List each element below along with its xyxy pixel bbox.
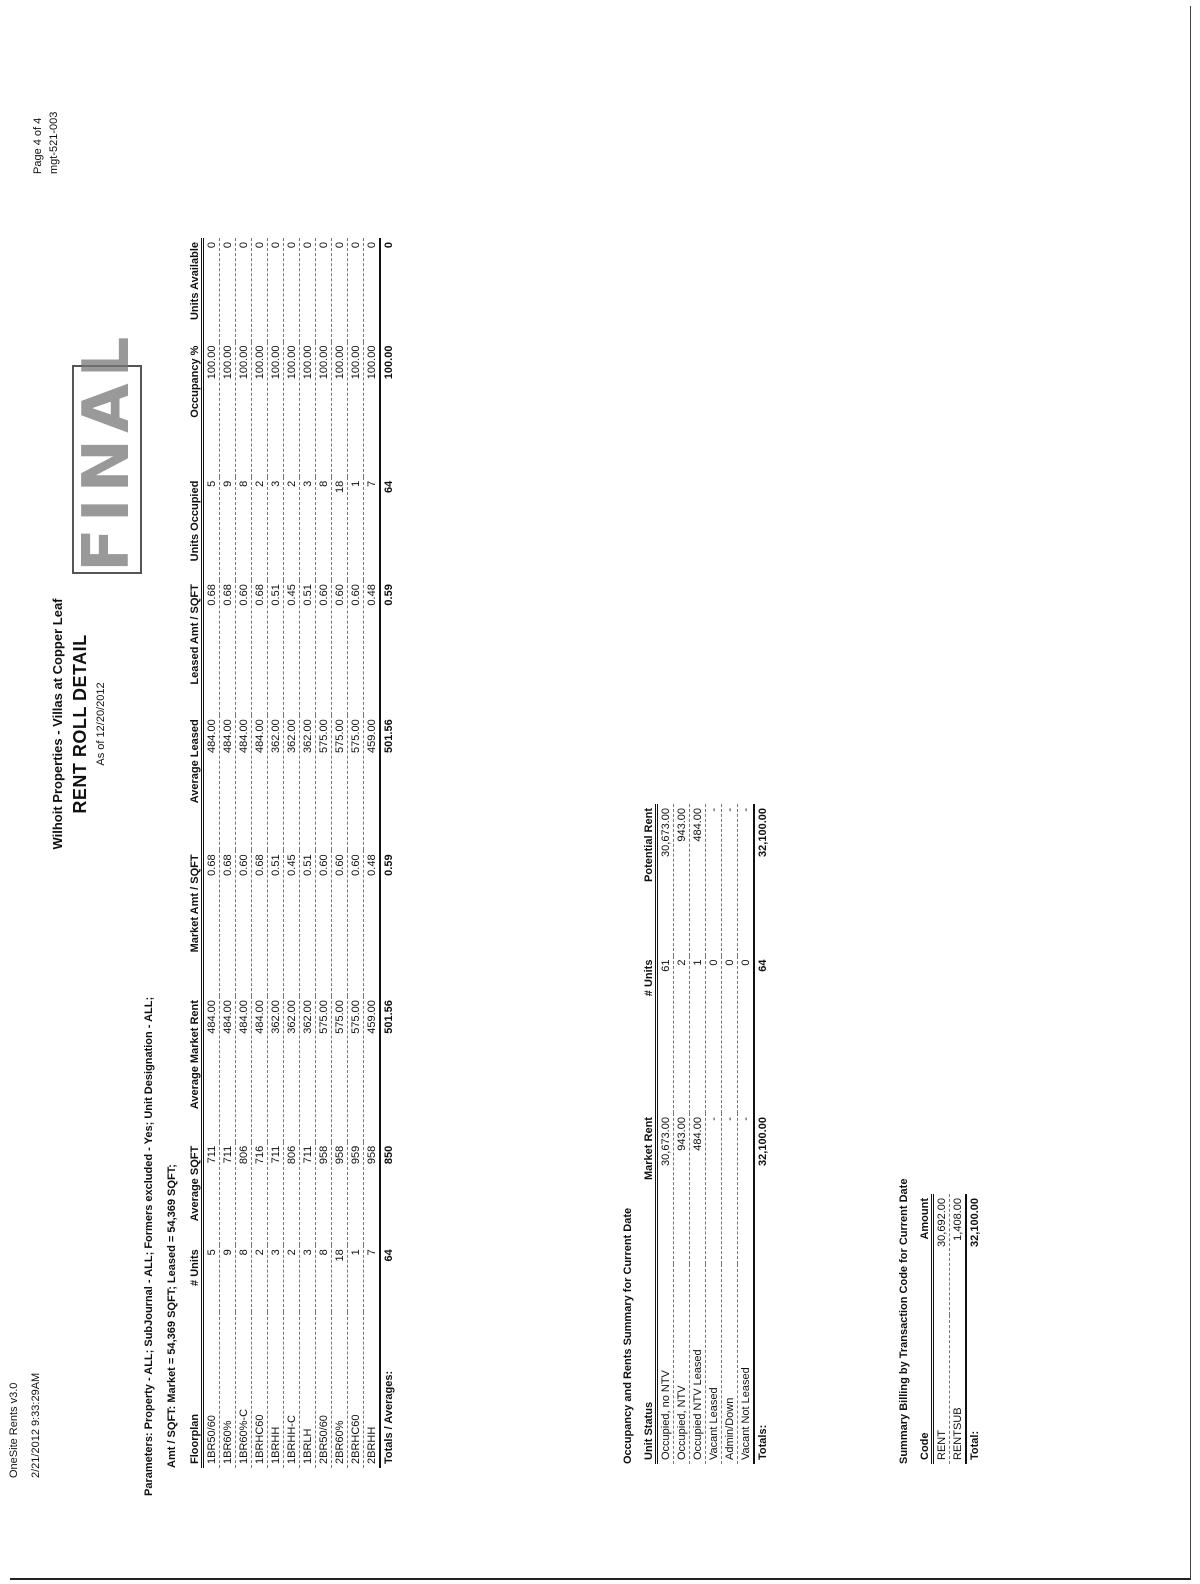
floorplan-row — [252, 238, 268, 1468]
printed-timestamp: 2/21/2012 9:33:29AM — [30, 1372, 42, 1478]
billing-total-row — [966, 1194, 982, 1464]
occupancy-row — [657, 804, 674, 1464]
units-available-cell: 0 — [252, 238, 268, 342]
property-title: Wilhoit Properties - Villas at Copper Leaf — [50, 598, 65, 850]
occ-totals-label: Totals: — [754, 1264, 770, 1464]
avg-leased-cell: 575.00 — [332, 715, 348, 850]
units-available-cell: 0 — [236, 238, 252, 342]
avg-market-rent-cell: 362.00 — [284, 996, 300, 1142]
avg-sqft-cell: 711 — [203, 1142, 220, 1245]
avg-leased-cell: 362.00 — [284, 715, 300, 850]
floorplan-cell: 1BRHH — [268, 1312, 284, 1468]
unit-status-cell: Admin/Down — [722, 1264, 738, 1464]
totals-avg-leased: 501.56 — [380, 715, 396, 850]
bill-col-code: Code — [916, 1315, 933, 1464]
market-rent-cell: - — [738, 1113, 755, 1264]
avg-market-rent-cell: 484.00 — [236, 996, 252, 1142]
leased-amt-sqft-cell: 0.60 — [316, 580, 332, 715]
totals-label: Totals / Averages: — [380, 1312, 396, 1468]
units-cell: 0 — [722, 956, 738, 1113]
units-cell: 1 — [348, 1245, 364, 1312]
units-occupied-cell: 18 — [332, 477, 348, 580]
units-available-cell: 0 — [203, 238, 220, 342]
units-available-cell: 0 — [348, 238, 364, 342]
totals-avg-market-rent: 501.56 — [380, 996, 396, 1142]
floorplan-row — [316, 238, 332, 1468]
occupancy-pct-cell: 100.00 — [220, 342, 236, 477]
floorplan-row — [300, 238, 316, 1468]
units-cell: 1 — [690, 956, 706, 1113]
market-amt-sqft-cell: 0.68 — [203, 850, 220, 996]
avg-leased-cell: 575.00 — [348, 715, 364, 850]
occupancy-pct-cell: 100.00 — [316, 342, 332, 477]
potential-rent-cell: 943.00 — [674, 804, 690, 956]
col-leased-amt-sqft: Leased Amt / SQFT — [186, 580, 203, 715]
avg-leased-cell: 484.00 — [252, 715, 268, 850]
unit-status-cell: Occupied NTV Leased — [690, 1264, 706, 1464]
billing-header-row — [916, 1194, 933, 1464]
leased-amt-sqft-cell: 0.60 — [236, 580, 252, 715]
avg-leased-cell: 484.00 — [236, 715, 252, 850]
market-rent-cell: 484.00 — [690, 1113, 706, 1264]
col-market-amt-sqft: Market Amt / SQFT — [186, 850, 203, 996]
floorplan-row — [348, 238, 364, 1468]
occupancy-pct-cell: 100.00 — [252, 342, 268, 477]
units-cell: 7 — [364, 1245, 381, 1312]
amount-cell: 1,408.00 — [950, 1194, 967, 1315]
leased-amt-sqft-cell: 0.48 — [364, 580, 381, 715]
floorplan-row — [203, 238, 220, 1468]
col-units-available: Units Available — [186, 238, 203, 342]
occupancy-pct-cell: 100.00 — [236, 342, 252, 477]
bill-total-label: Total: — [966, 1315, 982, 1464]
totals-units: 64 — [380, 1245, 396, 1312]
sqft-summary: Amt / SQFT: Market = 54,369 SQFT; Leased = 54,369 SQFT; — [166, 1164, 178, 1468]
totals-units-occupied: 64 — [380, 477, 396, 580]
avg-market-rent-cell: 484.00 — [220, 996, 236, 1142]
units-cell: 0 — [706, 956, 722, 1113]
avg-market-rent-cell: 362.00 — [268, 996, 284, 1142]
units-occupied-cell: 8 — [236, 477, 252, 580]
leased-amt-sqft-cell: 0.51 — [300, 580, 316, 715]
occupancy-row — [674, 804, 690, 1464]
col-avg-leased: Average Leased — [186, 715, 203, 850]
units-cell: 9 — [220, 1245, 236, 1312]
floorplan-row — [284, 238, 300, 1468]
market-rent-cell: 30,673.00 — [657, 1113, 674, 1264]
units-cell: 3 — [268, 1245, 284, 1312]
billing-row — [950, 1194, 967, 1464]
floorplan-table — [186, 238, 396, 1468]
avg-leased-cell: 575.00 — [316, 715, 332, 850]
units-cell: 2 — [252, 1245, 268, 1312]
code-cell: RENTSUB — [950, 1315, 967, 1464]
potential-rent-cell: - — [706, 804, 722, 956]
avg-leased-cell: 484.00 — [220, 715, 236, 850]
units-cell: 8 — [316, 1245, 332, 1312]
units-available-cell: 0 — [220, 238, 236, 342]
report-parameters: Parameters: Property - ALL; SubJournal - ALL; Formers excluded - Yes; Unit Designation - ALL; — [143, 996, 155, 1496]
occupancy-pct-cell: 100.00 — [348, 342, 364, 477]
avg-leased-cell: 459.00 — [364, 715, 381, 850]
units-cell: 2 — [674, 956, 690, 1113]
avg-sqft-cell: 958 — [316, 1142, 332, 1245]
market-amt-sqft-cell: 0.60 — [332, 850, 348, 996]
document-code: mgt-521-003 — [48, 111, 60, 174]
leased-amt-sqft-cell: 0.68 — [203, 580, 220, 715]
occupancy-pct-cell: 100.00 — [203, 342, 220, 477]
floorplan-totals-row — [380, 238, 396, 1468]
units-cell: 5 — [203, 1245, 220, 1312]
occ-col-potential-rent: Potential Rent — [640, 804, 657, 956]
market-amt-sqft-cell: 0.48 — [364, 850, 381, 996]
leased-amt-sqft-cell: 0.60 — [348, 580, 364, 715]
floorplan-cell: 1BR50/60 — [203, 1312, 220, 1468]
leased-amt-sqft-cell: 0.45 — [284, 580, 300, 715]
units-cell: 2 — [284, 1245, 300, 1312]
units-cell: 0 — [738, 956, 755, 1113]
leased-amt-sqft-cell: 0.60 — [332, 580, 348, 715]
avg-sqft-cell: 806 — [284, 1142, 300, 1245]
occupancy-pct-cell: 100.00 — [268, 342, 284, 477]
col-occupancy-pct: Occupancy % — [186, 342, 203, 477]
billing-section-title: Summary Billing by Transaction Code for Current Date — [898, 1178, 910, 1464]
avg-market-rent-cell: 362.00 — [300, 996, 316, 1142]
units-occupied-cell: 8 — [316, 477, 332, 580]
market-rent-cell: 943.00 — [674, 1113, 690, 1264]
occupancy-row — [690, 804, 706, 1464]
avg-sqft-cell: 958 — [364, 1142, 381, 1245]
floorplan-cell: 2BRHC60 — [348, 1312, 364, 1468]
col-avg-sqft: Average SQFT — [186, 1142, 203, 1245]
market-amt-sqft-cell: 0.51 — [268, 850, 284, 996]
col-avg-market-rent: Average Market Rent — [186, 996, 203, 1142]
units-available-cell: 0 — [284, 238, 300, 342]
avg-market-rent-cell: 484.00 — [252, 996, 268, 1142]
occ-col-status: Unit Status — [640, 1264, 657, 1464]
code-cell: RENT — [933, 1315, 950, 1464]
floorplan-row — [364, 238, 381, 1468]
col-floorplan: Floorplan — [186, 1312, 203, 1468]
floorplan-row — [220, 238, 236, 1468]
occ-totals-units: 64 — [754, 956, 770, 1113]
units-occupied-cell: 3 — [300, 477, 316, 580]
leased-amt-sqft-cell: 0.51 — [268, 580, 284, 715]
floorplan-row — [268, 238, 284, 1468]
unit-status-cell: Occupied, NTV — [674, 1264, 690, 1464]
avg-sqft-cell: 958 — [332, 1142, 348, 1245]
col-units-occupied: Units Occupied — [186, 477, 203, 580]
avg-market-rent-cell: 575.00 — [316, 996, 332, 1142]
units-available-cell: 0 — [316, 238, 332, 342]
potential-rent-cell: 484.00 — [690, 804, 706, 956]
occupancy-pct-cell: 100.00 — [300, 342, 316, 477]
as-of-date: As of 12/20/2012 — [95, 682, 107, 766]
page-number: Page 4 of 4 — [32, 117, 44, 174]
floorplan-cell: 1BRLH — [300, 1312, 316, 1468]
occupancy-totals-row — [754, 804, 770, 1464]
market-amt-sqft-cell: 0.68 — [252, 850, 268, 996]
units-available-cell: 0 — [332, 238, 348, 342]
units-occupied-cell: 7 — [364, 477, 381, 580]
software-name: OneSite Rents v3.0 — [8, 1382, 20, 1478]
floorplan-cell: 1BR60%-C — [236, 1312, 252, 1468]
totals-units-available: 0 — [380, 238, 396, 342]
units-cell: 18 — [332, 1245, 348, 1312]
occupancy-row — [738, 804, 755, 1464]
leased-amt-sqft-cell: 0.68 — [220, 580, 236, 715]
avg-market-rent-cell: 575.00 — [348, 996, 364, 1142]
avg-sqft-cell: 716 — [252, 1142, 268, 1245]
avg-sqft-cell: 806 — [236, 1142, 252, 1245]
market-rent-cell: - — [722, 1113, 738, 1264]
final-stamp: FINAL — [70, 330, 144, 572]
totals-leased-amt-sqft: 0.59 — [380, 580, 396, 715]
totals-market-amt-sqft: 0.59 — [380, 850, 396, 996]
occupancy-pct-cell: 100.00 — [332, 342, 348, 477]
units-occupied-cell: 5 — [203, 477, 220, 580]
potential-rent-cell: - — [722, 804, 738, 956]
units-cell: 3 — [300, 1245, 316, 1312]
billing-row — [933, 1194, 950, 1464]
floorplan-row — [332, 238, 348, 1468]
avg-sqft-cell: 711 — [300, 1142, 316, 1245]
market-amt-sqft-cell: 0.60 — [236, 850, 252, 996]
avg-market-rent-cell: 484.00 — [203, 996, 220, 1142]
floorplan-cell: 1BR60% — [220, 1312, 236, 1468]
occupancy-pct-cell: 100.00 — [364, 342, 381, 477]
market-amt-sqft-cell: 0.68 — [220, 850, 236, 996]
unit-status-cell: Vacant Leased — [706, 1264, 722, 1464]
units-available-cell: 0 — [364, 238, 381, 342]
avg-sqft-cell: 711 — [268, 1142, 284, 1245]
units-occupied-cell: 2 — [252, 477, 268, 580]
floorplan-cell: 2BR50/60 — [316, 1312, 332, 1468]
floorplan-cell: 2BRHH — [364, 1312, 381, 1468]
units-occupied-cell: 3 — [268, 477, 284, 580]
units-occupied-cell: 2 — [284, 477, 300, 580]
occupancy-row — [706, 804, 722, 1464]
units-occupied-cell: 1 — [348, 477, 364, 580]
occ-col-units: # Units — [640, 956, 657, 1113]
potential-rent-cell: - — [738, 804, 755, 956]
amount-cell: 30,692.00 — [933, 1194, 950, 1315]
occ-totals-potential-rent: 32,100.00 — [754, 804, 770, 956]
market-amt-sqft-cell: 0.60 — [348, 850, 364, 996]
occ-col-market-rent: Market Rent — [640, 1113, 657, 1264]
floorplan-cell: 1BRHH-C — [284, 1312, 300, 1468]
avg-market-rent-cell: 459.00 — [364, 996, 381, 1142]
market-amt-sqft-cell: 0.45 — [284, 850, 300, 996]
units-available-cell: 0 — [268, 238, 284, 342]
unit-status-cell: Vacant Not Leased — [738, 1264, 755, 1464]
avg-sqft-cell: 711 — [220, 1142, 236, 1245]
units-occupied-cell: 9 — [220, 477, 236, 580]
totals-occupancy-pct: 100.00 — [380, 342, 396, 477]
market-amt-sqft-cell: 0.51 — [300, 850, 316, 996]
occupancy-row — [722, 804, 738, 1464]
market-amt-sqft-cell: 0.60 — [316, 850, 332, 996]
avg-sqft-cell: 959 — [348, 1142, 364, 1245]
report-title: RENT ROLL DETAIL — [70, 634, 90, 814]
avg-leased-cell: 484.00 — [203, 715, 220, 850]
totals-avg-sqft: 850 — [380, 1142, 396, 1245]
floorplan-header-row — [186, 238, 203, 1468]
avg-leased-cell: 362.00 — [300, 715, 316, 850]
col-units: # Units — [186, 1245, 203, 1312]
floorplan-row — [236, 238, 252, 1468]
occupancy-section-title: Occupancy and Rents Summary for Current Date — [622, 1207, 634, 1464]
occupancy-header-row — [640, 804, 657, 1464]
occupancy-table — [640, 804, 770, 1464]
avg-leased-cell: 362.00 — [268, 715, 284, 850]
leased-amt-sqft-cell: 0.68 — [252, 580, 268, 715]
floorplan-cell: 1BRHC60 — [252, 1312, 268, 1468]
unit-status-cell: Occupied, no NTV — [657, 1264, 674, 1464]
occ-totals-market-rent: 32,100.00 — [754, 1113, 770, 1264]
avg-market-rent-cell: 575.00 — [332, 996, 348, 1142]
units-cell: 8 — [236, 1245, 252, 1312]
billing-table — [916, 1194, 982, 1464]
market-rent-cell: - — [706, 1113, 722, 1264]
occupancy-pct-cell: 100.00 — [284, 342, 300, 477]
potential-rent-cell: 30,673.00 — [657, 804, 674, 956]
floorplan-cell: 2BR60% — [332, 1312, 348, 1468]
units-available-cell: 0 — [300, 238, 316, 342]
bill-col-amount: Amount — [916, 1194, 933, 1315]
units-cell: 61 — [657, 956, 674, 1113]
bill-total-amount: 32,100.00 — [966, 1194, 982, 1315]
